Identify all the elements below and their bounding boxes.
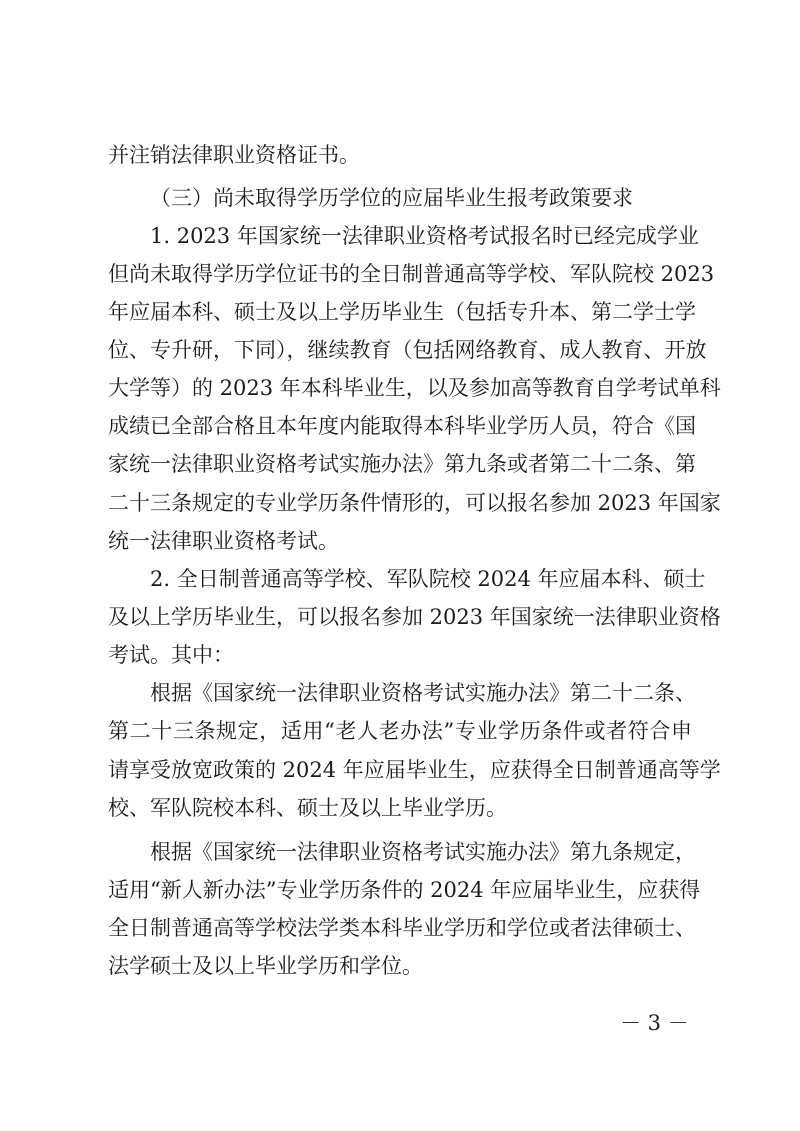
text-line: 2. 全日制普通高等学校、军队院校 2024 年应届本科、硕士: [150, 567, 706, 591]
section-heading: （三）尚未取得学历学位的应届毕业生报考政策要求: [150, 186, 633, 210]
page-number: － 3 －: [620, 1011, 689, 1035]
text-line: 二十三条规定的专业学历条件情形的，可以报名参加 2023 年国家: [108, 491, 721, 515]
text-line: 大学等）的 2023 年本科毕业生，以及参加高等教育自学考试单科: [108, 376, 721, 400]
text-line: 统一法律职业资格考试。: [108, 529, 339, 553]
text-line: 第二十三条规定，适用“老人老办法”专业学历条件或者符合申: [108, 719, 692, 743]
text-line: 年应届本科、硕士及以上学历毕业生（包括专升本、第二学士学: [108, 300, 696, 324]
text-line: 成绩已全部合格且本年度内能取得本科毕业学历人员，符合《国: [108, 414, 696, 438]
text-line: 请享受放宽政策的 2024 年应届毕业生，应获得全日制普通高等学: [108, 758, 721, 782]
text-line: 及以上学历毕业生，可以报名参加 2023 年国家统一法律职业资格: [108, 605, 721, 629]
text-line: 但尚未取得学历学位证书的全日制普通高等学校、军队院校 2023: [108, 262, 715, 286]
text-line: 位、专升研，下同），继续教育（包括网络教育、成人教育、开放: [108, 338, 707, 362]
text-line: 根据《国家统一法律职业资格考试实施办法》第九条规定，: [150, 840, 696, 864]
text-line: 全日制普通高等学校法学类本科毕业学历和学位或者法律硕士、: [108, 916, 696, 940]
text-line: 法学硕士及以上毕业学历和学位。: [108, 954, 423, 978]
text-line: 家统一法律职业资格考试实施办法》第九条或者第二十二条、第: [108, 452, 696, 476]
text-line: 1. 2023 年国家统一法律职业资格考试报名时已经完成学业: [150, 224, 699, 248]
text-line: 考试。其中：: [108, 643, 234, 667]
text-line: 适用“新人新办法”专业学历条件的 2024 年应届毕业生，应获得: [108, 878, 701, 902]
text-line: 根据《国家统一法律职业资格考试实施办法》第二十二条、: [150, 681, 696, 705]
text-line: 并注销法律职业资格证书。: [108, 143, 360, 167]
text-line: 校、军队院校本科、硕士及以上毕业学历。: [108, 796, 507, 820]
